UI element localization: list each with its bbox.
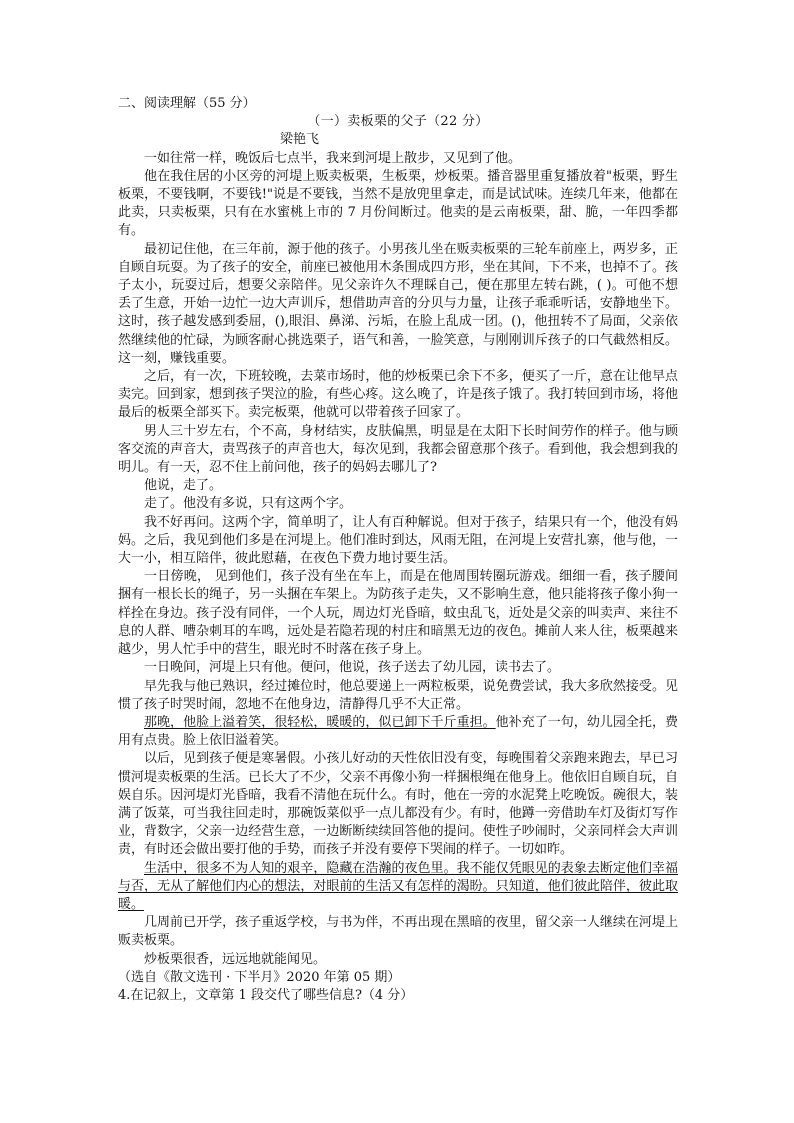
article-author: 梁艳飞 bbox=[280, 132, 320, 148]
article-title: （一）卖板栗的父子（22 分） bbox=[307, 114, 489, 130]
paragraph: 之后，有一次，下班较晚，去菜市场时，他的炒板栗已余下不多，便买了一斤，意在让他早点卖完。回到家，想到孩子哭泣的脸，有些心疼。这么晚了，许是孩子饿了。我打转回到市场，将他最后的板栗全部买下。卖完板栗，他就可以带着孩子回家了。 bbox=[118, 369, 678, 421]
paragraph: 走了。他没有多说，只有这两个字。 bbox=[144, 496, 353, 512]
paragraph: 他在我住居的小区旁的河堤上贩卖板栗，生板栗，炒板栗。播音器里重复播放着"板栗，野生板栗，不要钱啊，不要钱!"说是不要钱，当然不是放兜里拿走，而是试试味。连续几年来，他都在此卖，只卖板栗，只有在水蜜桃上市的 7 月份间断过。他卖的是云南板栗，甜、脆，一年四季都有。 bbox=[118, 168, 678, 239]
underlined-sentence: 那晚，他脸上溢着笑，很轻松，暖暖的，似已卸下千斤重担。 bbox=[144, 714, 496, 730]
paragraph: 一日傍晚， 见到他们，孩子没有坐在车上，而是在他周围转圈玩游戏。细细一看，孩子腰间捆有一根长长的绳子，另一头捆在车架上。为防孩子走失，又不影响生意，他只能将孩子像小狗一样拴在身边。孩子没有同伴，一个人玩，周边灯光昏暗，蚊虫乱飞，近处是父亲的叫卖声、来往不息的人群、嘈杂刺耳的车鸣，远处是若隐若现的村庄和暗黑无边的夜色。摊前人来人往，板栗越来越少，男人忙手中的营生，眼光时不时落在孩子身上。 bbox=[118, 569, 678, 658]
article-source: （选自《散文选刊 · 下半月》2020 年第 05 期） bbox=[118, 969, 401, 985]
paragraph: 炒板栗很香，远远地就能闻见。 bbox=[144, 951, 327, 967]
paragraph-rest: 他补充了一句，幼儿园全托，费用有点贵。脸上依旧溢着笑。 bbox=[118, 714, 678, 749]
paragraph: 最初记住他，在三年前，源于他的孩子。小男孩儿坐在贩卖板栗的三轮车前座上，两岁多，正自顾自玩耍。为了孩子的安全，前座已被他用木条围成四方形，坐在其间，下不来，也掉不了。孩子太小，玩耍过后，想要父亲陪伴。见父亲许久不理睬自己，便在那里左转右跳，( )。可他不想丢了生意，开始一边忙一边大声训斥，想借助声音的分贝与力量，让孩子乖乖听话，安静地坐下。这时，孩子越发感到委屈，(),眼泪、鼻涕、污垢，在脸上乱成一团。()，他扭转不了局面，父亲依然继续他的忙碌，为顾客耐心挑选栗子，语气和善，一脸笑意，与刚刚训斥孩子的口气截然相反。这一刻，赚钱重要。 bbox=[118, 241, 678, 366]
question-4: 4.在记叙上，文章第 1 段交代了哪些信息?（4 分） bbox=[118, 987, 414, 1003]
paragraph: 一如往常一样，晚饭后七点半，我来到河堤上散步，又见到了他。 bbox=[144, 150, 522, 166]
section-heading: 二、阅读理解（55 分） bbox=[118, 96, 256, 111]
underlined-sentence: 生活中，很多不为人知的艰辛，隐藏在浩瀚的夜色里。我不能仅凭眼见的表象去断定他们幸福与否，无从了解他们内心的想法，对眼前的生活又有怎样的渴盼。只知道，他们彼此陪伴，彼此取暖。 bbox=[118, 860, 678, 912]
paragraph: 一日晚间，河堤上只有他。便问，他说，孩子送去了幼儿园，读书去了。 bbox=[144, 660, 561, 676]
paragraph: 我不好再问。这两个字，简单明了，让人有百种解说。但对于孩子，结果只有一个，他没有妈妈。之后，我见到他们多是在河堤上。他们准时到达，风雨无阻，在河堤上安营扎寨，他与他，一大一小，相互陪伴，彼此慰藉，在夜色下费力地讨要生活。 bbox=[118, 514, 678, 567]
paragraph: 他说，走了。 bbox=[144, 478, 223, 494]
underlined-paragraph bbox=[118, 714, 678, 750]
paragraph: 男人三十岁左右，个不高，身材结实，皮肤偏黑，明显是在太阳下长时间劳作的样子。他与顾客交流的声音大，责骂孩子的声音也大，每次见到，我都会留意那个孩子。看到他，我会想到我的明儿。有一天，忍不住上前问他，孩子的妈妈去哪儿了? bbox=[118, 423, 678, 476]
reading-section bbox=[118, 95, 678, 1005]
paragraph: 几周前已开学，孩子重返学校，与书为伴，不再出现在黑暗的夜里，留父亲一人继续在河堤上贩卖板栗。 bbox=[118, 915, 678, 949]
paragraph: 早先我与他已熟识，经过摊位时，他总要递上一两粒板栗，说免费尝试，我大多欣然接受。见惯了孩子时哭时闹，忽地不在他身边，清静得几乎不大正常。 bbox=[118, 678, 678, 712]
paragraph: 以后，见到孩子便是寒暑假。小孩儿好动的天性依旧没有变，每晚围着父亲跑来跑去，早已习惯河堤卖板栗的生活。已长大了不少，父亲不再像小狗一样捆根绳在他身上。他依旧自顾自玩，自娱自乐。因河堤灯光昏暗，我看不清他在玩什么。有时，他在一旁的水泥凳上吃晚饭。碗很大，装满了饭菜，可当我往回走时，那碗饭菜似乎一点儿都没有少。有时，他蹲一旁借助车灯及街灯写作业，背数字，父亲一边经营生意，一边断断续续回答他的提问。使性子吵闹时，父亲同样会大声训责，有时还会做出要打他的手势，而孩子并没有要停下哭闹的样子。一切如昨。 bbox=[118, 751, 678, 858]
underlined-paragraph bbox=[118, 860, 678, 915]
